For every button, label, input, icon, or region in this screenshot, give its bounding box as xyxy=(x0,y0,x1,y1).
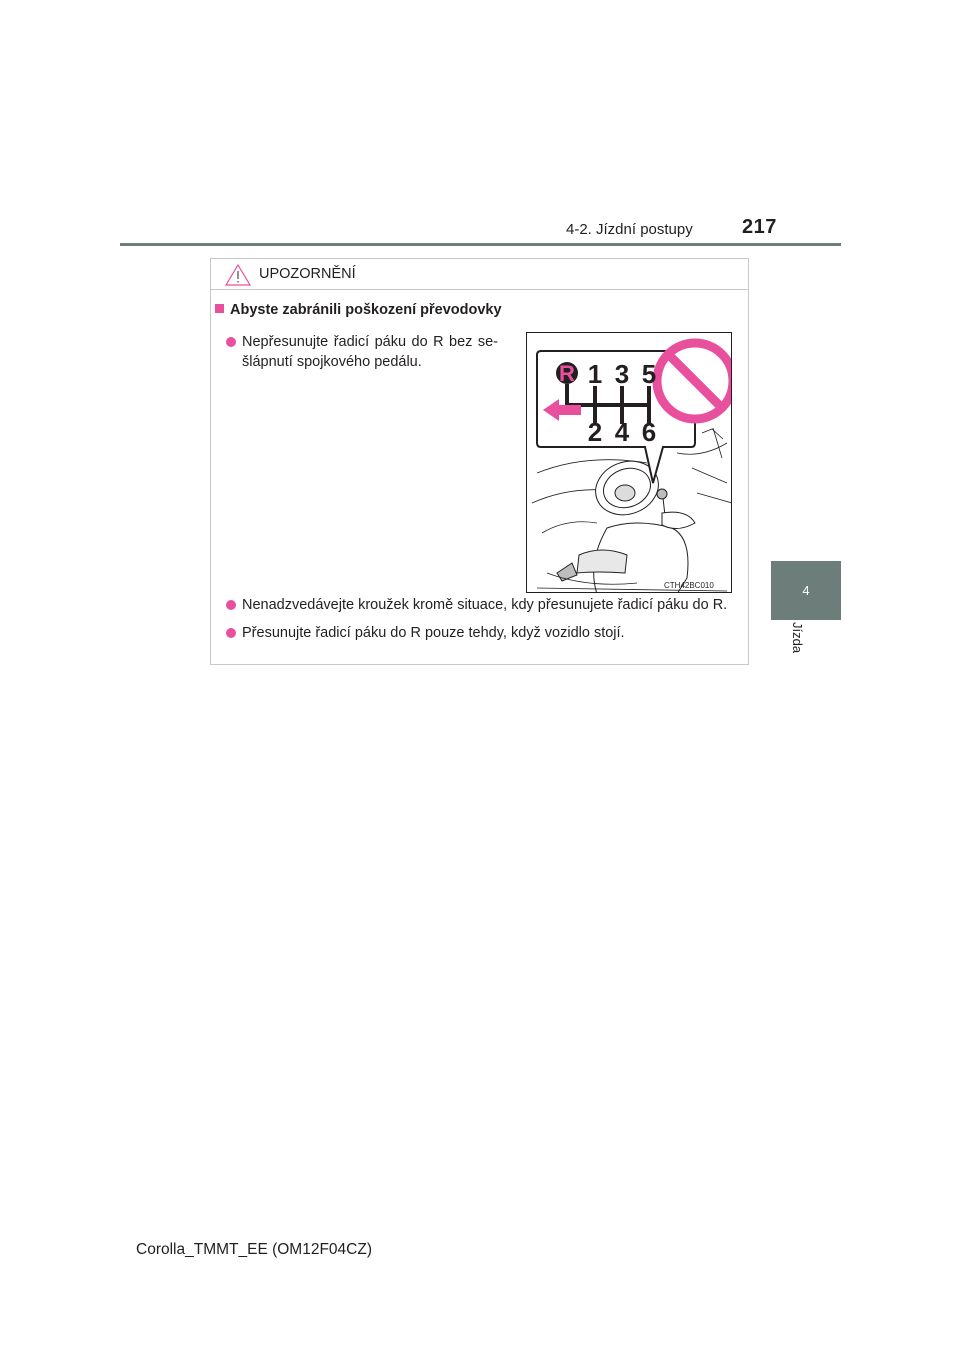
illustration-code: CTH42BC010 xyxy=(664,581,714,590)
warning-triangle-icon xyxy=(225,264,251,286)
list-item xyxy=(226,595,751,615)
gear-label-6: 6 xyxy=(641,417,657,447)
footer-document-id: Corolla_TMMT_EE (OM12F04CZ) xyxy=(136,1241,372,1258)
gear-label-1: 1 xyxy=(587,359,603,389)
bullet-dot-icon xyxy=(226,628,236,638)
gear-label-2: 2 xyxy=(587,417,603,447)
warning-header xyxy=(211,259,748,290)
bullet-text: Přesunujte řadicí páku do R pouze tehdy, když vozidlo stojí. xyxy=(242,625,625,641)
bullet-dot-icon xyxy=(226,600,236,610)
page-number: 217 xyxy=(742,216,777,238)
warning-box xyxy=(210,258,749,665)
bullet-dot-icon xyxy=(226,337,236,347)
gear-label-4: 4 xyxy=(614,417,630,447)
warning-title: UPOZORNĚNÍ xyxy=(259,266,356,282)
bullet-text: Nepřesunujte řadicí páku do R bez sešlápnutí spojkového pedálu. xyxy=(242,334,498,370)
gear-shift-illustration xyxy=(526,332,732,593)
header-rule xyxy=(120,243,841,246)
bullet-text: Nenadzvedávejte kroužek kromě situace, kdy přesunujete řadicí páku do R. xyxy=(242,597,728,613)
chapter-number: 4 xyxy=(802,583,810,598)
subheading-text: Abyste zabránili poškození převodovky xyxy=(230,302,502,318)
gear-label-r: R xyxy=(559,361,575,386)
subheading xyxy=(215,302,502,318)
list-item xyxy=(226,332,498,372)
square-bullet-icon xyxy=(215,304,224,313)
chapter-tab xyxy=(771,561,841,620)
driver-shifting-illustration xyxy=(527,333,732,593)
section-title: 4-2. Jízdní postupy xyxy=(566,221,693,238)
list-item xyxy=(226,623,751,643)
prohibition-icon xyxy=(657,343,732,419)
gear-label-5: 5 xyxy=(641,359,657,389)
chapter-label: Jízda xyxy=(790,622,805,654)
gear-label-3: 3 xyxy=(614,359,630,389)
